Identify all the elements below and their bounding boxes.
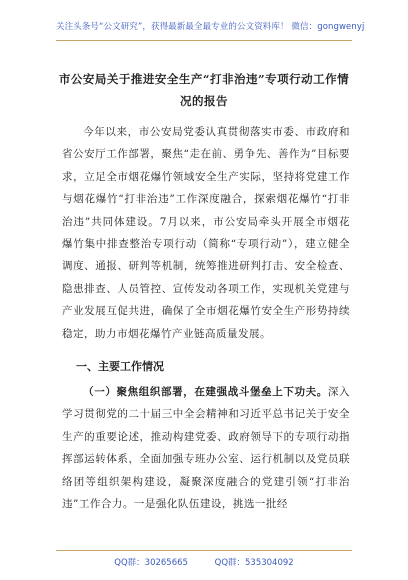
subsection-heading: （一）聚焦组织部署，在建强战斗堡垒上下功夫。 xyxy=(83,386,328,398)
subsection-paragraph xyxy=(62,381,350,515)
footer-divider xyxy=(56,550,352,551)
footer-qq-group-2: QQ群：535304092 xyxy=(214,558,294,568)
intro-paragraph xyxy=(62,121,350,345)
document-title-line-1: 市公安局关于推进安全生产“打非治违”专项行动工作情 xyxy=(58,72,350,86)
document-title-line-2: 况的报告 xyxy=(180,94,228,108)
document-title xyxy=(52,68,356,112)
section-heading: 一、主要工作情况 xyxy=(76,360,164,373)
header-divider xyxy=(56,40,352,41)
header-banner: 关注头条号“公文研究”，获得最新最全最专业的公文资料库！ 微信：gongwenyj xyxy=(56,22,365,32)
footer xyxy=(0,556,408,568)
subsection-body: 深入学习贯彻党的二十届三中全会精神和习近平总书记关于安全生产的重要论述，推动构建党委、政府领导下的专项行动指挥部运转体系，全面加强专班办公室、运行机制以及党员联络团等组织架构建设，凝聚深度融合的党建引领“打非治违”工作合力。一是强化队伍建设，挑选一批经 xyxy=(62,386,350,511)
intro-text: 今年以来，市公安局党委认真贯彻落实市委、市政府和省公安厅工作部署，聚焦“走在前、勇争先、善作为”目标要求，立足全市烟花爆竹领域安全生产实际，坚持将党建工作与烟花爆竹“打非治违”工作深度融合，探索烟花爆竹“打非治违”共同体建设。7月以来，市公安局牵头开展全市烟花爆竹集中排查整治专项行动（简称“专项行动”），建立健全调度、通报、研判等机制，统筹推进研判打击、安全检查、隐患排查、人员管控、宣传发动各项工作，实现机关党建与产业发展互促共进，确保了全市烟花爆竹安全生产形势持续稳定，助力市烟花爆竹产业链高质量发展。 xyxy=(62,126,350,340)
footer-qq-group-1: QQ群：30265665 xyxy=(114,558,188,568)
